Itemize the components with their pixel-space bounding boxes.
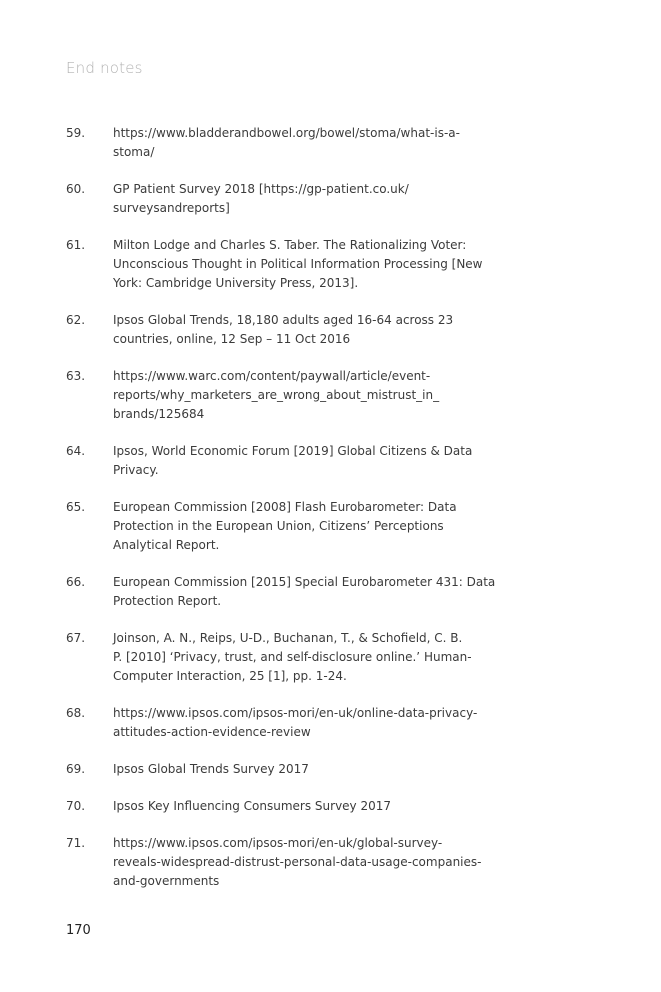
endnote-line: countries, online, 12 Sep – 11 Oct 2016 <box>113 332 351 346</box>
endnote-line: Computer Interaction, 25 [1], pp. 1-24. <box>113 669 347 683</box>
endnote-number: 63. <box>66 369 86 383</box>
endnote-line: and-governments <box>113 874 220 888</box>
endnote-item <box>66 311 526 349</box>
endnotes-list <box>66 124 526 909</box>
endnote-text <box>113 760 526 779</box>
endnote-item <box>66 834 526 891</box>
endnote-text <box>113 573 526 611</box>
endnote-text <box>113 834 526 891</box>
endnote-item <box>66 797 526 816</box>
endnote-number: 62. <box>66 313 86 327</box>
page-number: 170 <box>66 923 91 938</box>
endnote-number: 68. <box>66 706 86 720</box>
endnote-line: brands/125684 <box>113 407 205 421</box>
endnote-line: https://www.ipsos.com/ipsos-mori/en-uk/global-survey- <box>113 836 443 850</box>
endnote-text <box>113 124 526 162</box>
endnote-text <box>113 442 526 480</box>
endnote-number: 64. <box>66 444 86 458</box>
endnote-line: surveysandreports] <box>113 201 230 215</box>
endnote-line: https://www.ipsos.com/ipsos-mori/en-uk/online-data-privacy- <box>113 706 478 720</box>
endnote-line: stoma/ <box>113 145 155 159</box>
endnote-item <box>66 236 526 293</box>
endnote-line: Ipsos Global Trends Survey 2017 <box>113 762 309 776</box>
endnote-line: Ipsos Key Influencing Consumers Survey 2017 <box>113 799 392 813</box>
endnote-line: reports/why_marketers_are_wrong_about_mistrust_in_ <box>113 388 440 402</box>
endnote-number: 66. <box>66 575 86 589</box>
endnote-line: Milton Lodge and Charles S. Taber. The Rationalizing Voter: <box>113 238 467 252</box>
page-title: End notes <box>66 59 143 77</box>
endnote-line: https://www.bladderandbowel.org/bowel/stoma/what-is-a- <box>113 126 460 140</box>
endnote-line: Unconscious Thought in Political Information Processing [New <box>113 257 483 271</box>
endnote-text <box>113 498 526 555</box>
endnote-line: GP Patient Survey 2018 [https://gp-patient.co.uk/ <box>113 182 409 196</box>
endnote-number: 65. <box>66 500 86 514</box>
endnote-line: Analytical Report. <box>113 538 220 552</box>
endnote-number: 69. <box>66 762 86 776</box>
endnote-item <box>66 367 526 424</box>
endnote-line: European Commission [2015] Special Eurobarometer 431: Data <box>113 575 496 589</box>
endnote-number: 70. <box>66 799 86 813</box>
endnote-number: 59. <box>66 126 86 140</box>
endnote-item <box>66 180 526 218</box>
endnote-line: P. [2010] ‘Privacy, trust, and self-disclosure online.’ Human- <box>113 650 472 664</box>
endnote-line: Joinson, A. N., Reips, U-D., Buchanan, T., & Schofield, C. B. <box>113 631 463 645</box>
endnote-number: 67. <box>66 631 86 645</box>
endnote-text <box>113 797 526 816</box>
endnote-line: Ipsos Global Trends, 18,180 adults aged 16-64 across 23 <box>113 313 454 327</box>
endnote-text <box>113 629 526 686</box>
endnote-number: 71. <box>66 836 86 850</box>
endnote-line: reveals-widespread-distrust-personal-data-usage-companies- <box>113 855 482 869</box>
endnote-line: York: Cambridge University Press, 2013]. <box>113 276 359 290</box>
endnote-text <box>113 311 526 349</box>
endnote-text <box>113 367 526 424</box>
endnote-line: Protection Report. <box>113 594 222 608</box>
endnote-text <box>113 236 526 293</box>
endnote-item <box>66 498 526 555</box>
endnote-line: Protection in the European Union, Citizens’ Perceptions <box>113 519 444 533</box>
endnote-item <box>66 573 526 611</box>
endnote-line: https://www.warc.com/content/paywall/article/event- <box>113 369 431 383</box>
endnote-line: European Commission [2008] Flash Eurobarometer: Data <box>113 500 457 514</box>
endnote-item <box>66 629 526 686</box>
endnote-item <box>66 760 526 779</box>
endnote-line: attitudes-action-evidence-review <box>113 725 311 739</box>
endnote-text <box>113 704 526 742</box>
endnote-item <box>66 124 526 162</box>
endnote-number: 61. <box>66 238 86 252</box>
endnote-item <box>66 704 526 742</box>
endnote-number: 60. <box>66 182 86 196</box>
endnote-line: Privacy. <box>113 463 159 477</box>
endnote-text <box>113 180 526 218</box>
endnote-line: Ipsos, World Economic Forum [2019] Global Citizens & Data <box>113 444 473 458</box>
endnote-item <box>66 442 526 480</box>
